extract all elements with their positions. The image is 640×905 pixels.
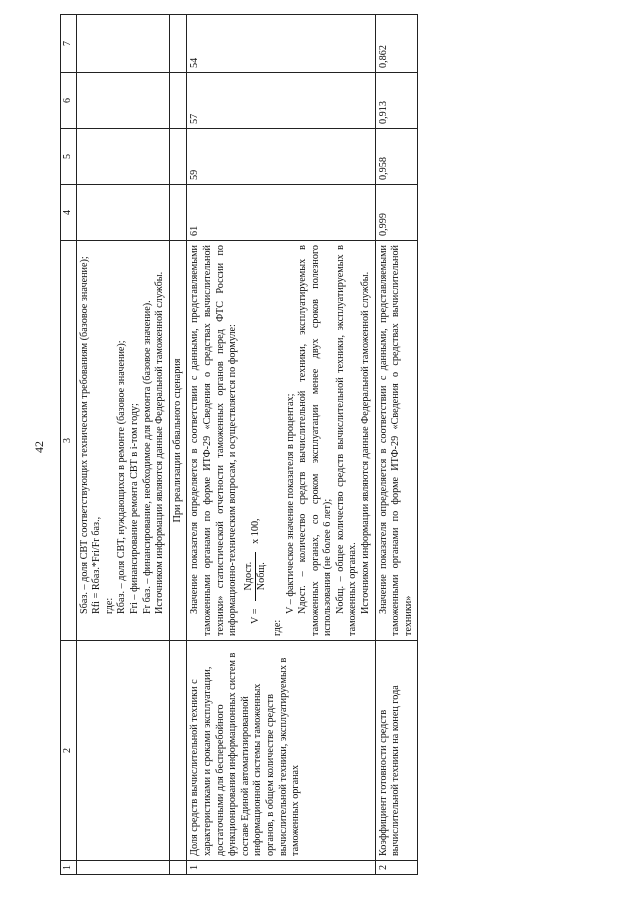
value-cell: 0,958 xyxy=(375,129,418,185)
indicator-name: Доля средств вычислительной техники с характеристиками и сроками эксплуатации, достаточными для бесперебойного функционирования информационных систем в составе Единой автоматизированной информационной системы таможенных органов, в общем количестве средств вычислительной техники, эксплуатируемых в таможенных органах xyxy=(187,641,375,861)
method-text xyxy=(187,241,375,641)
formula xyxy=(243,245,269,636)
header-cell: 3 xyxy=(61,241,77,641)
text-line: Sбаз. – доля СВТ соответствующих техническим требованиям (базовое значение); xyxy=(78,256,90,614)
row-number: 1 xyxy=(187,861,375,875)
value-cell: 61 xyxy=(187,185,375,241)
header-row xyxy=(61,15,77,875)
header-cell: 1 xyxy=(61,861,77,875)
formula-numerator: Nдост. xyxy=(243,552,257,601)
value-cell: 0,913 xyxy=(375,73,418,129)
continuation-text xyxy=(76,241,169,641)
continuation-row xyxy=(76,15,169,875)
formula-fraction xyxy=(243,552,269,601)
formula-denominator: Nобщ. xyxy=(256,562,268,591)
value-cell: 0,862 xyxy=(375,15,418,73)
value-cell: 57 xyxy=(187,73,375,129)
header-cell: 2 xyxy=(61,641,77,861)
method-intro: Значение показателя определяется в соответствии с данными, представляемыми таможенными органами по форме ИТФ-29 «Сведения о средствах вычислительной техники» статистической отчетности таможенных органов перед ФТС России по информационно-техническим вопросам, и осуществляется по формуле: xyxy=(189,245,239,636)
value-cell: 0,999 xyxy=(375,185,418,241)
text-line: где: xyxy=(103,597,115,614)
text-line: Fri – финансирование ремонта СВТ в i-том году; xyxy=(128,403,140,614)
formula-lhs: V = xyxy=(249,608,261,624)
method-text xyxy=(375,241,418,641)
text-line: Fr баз. – финансирование, необходимое для ремонта (базовое значение). xyxy=(141,300,153,614)
row-number: 2 xyxy=(375,861,418,875)
definition: Nобщ. – общее количество средств вычислительной техники, эксплуатируемых в таможенных органах. xyxy=(334,245,359,636)
method-intro: Значение показателя определяется в соответствии с данными, представляемыми таможенными органами по форме ИТФ-29 «Сведения о средствах вычислительной техники» xyxy=(377,245,414,636)
text-line: Источником информации являются данные Федеральной таможенной службы. xyxy=(154,271,166,614)
formula-line: Rfi = Rбаз.*Fri/Fr баз., xyxy=(91,516,103,614)
value-cell: 59 xyxy=(187,129,375,185)
section-subheading: При реализации обвального сценария xyxy=(169,241,187,641)
text-line: Rбаз. – доля СВТ, нуждающихся в ремонте (базовое значение); xyxy=(116,340,128,614)
table-row xyxy=(187,15,375,875)
table-row xyxy=(375,15,418,875)
header-cell: 4 xyxy=(61,185,77,241)
header-cell: 7 xyxy=(61,15,77,73)
source-note: Источником информации являются данные Федеральной таможенной службы. xyxy=(360,271,372,614)
header-cell: 5 xyxy=(61,129,77,185)
page-number: 42 xyxy=(32,441,46,453)
indicators-table xyxy=(60,14,418,875)
formula-multiplier: x 100, xyxy=(249,518,261,544)
value-cell: 54 xyxy=(187,15,375,73)
header-cell: 6 xyxy=(61,73,77,129)
where-label: где: xyxy=(271,619,283,636)
indicator-name: Коэффициент готовности средств вычислительной техники на конец года xyxy=(375,641,418,861)
definition: Nдост. – количество средств вычислительной техники, эксплуатируемых в таможенных органах, со сроком эксплуатации менее двух сроков полезного использования (не более 6 лет); xyxy=(297,245,334,636)
subheading-row xyxy=(169,15,187,875)
definition: V – фактическое значение показателя в процентах; xyxy=(284,393,296,614)
